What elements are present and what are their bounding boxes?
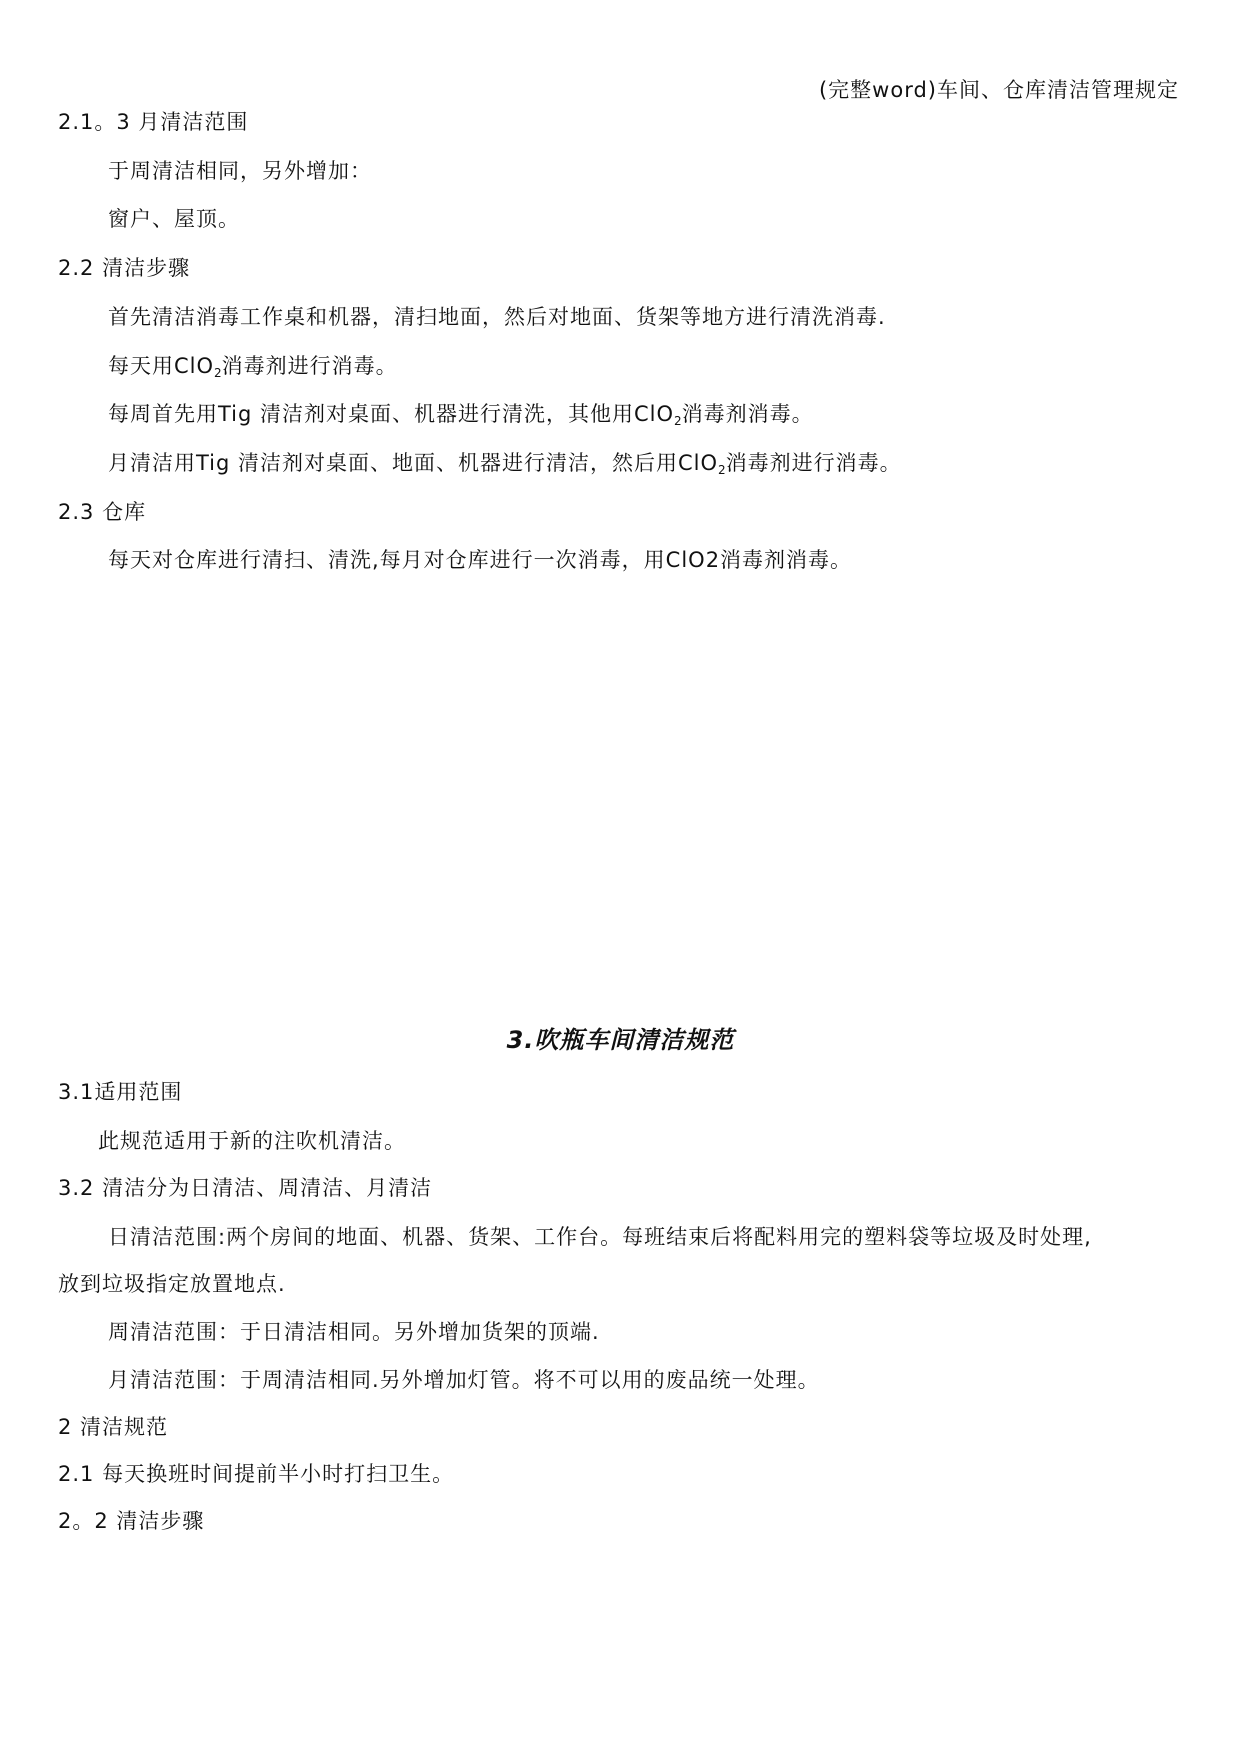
paragraph-3-2-monthly: 月清洁范围：于周清洁相同.另外增加灯管。将不可以用的废品统一处理。 bbox=[108, 1368, 820, 1392]
subscript: 2 bbox=[214, 366, 222, 380]
heading-2-2: 2.2 清洁步骤 bbox=[58, 256, 191, 280]
paragraph-3-2-daily-line1: 日清洁范围:两个房间的地面、机器、货架、工作台。每班结束后将配料用完的塑料袋等垃圾及时处理, bbox=[108, 1225, 1092, 1249]
subscript: 2 bbox=[674, 414, 682, 428]
section-3-title: 3.吹瓶车间清洁规范 bbox=[506, 1026, 735, 1054]
paragraph-2-3-line1: 每天对仓库进行清扫、清洗,每月对仓库进行一次消毒，用ClO2消毒剂消毒。 bbox=[108, 548, 853, 572]
paragraph-2-2-line1: 首先清洁消毒工作桌和机器，清扫地面，然后对地面、货架等地方进行清洗消毒. bbox=[108, 305, 886, 329]
heading-3-2: 3.2 清洁分为日清洁、周清洁、月清洁 bbox=[58, 1176, 433, 1200]
paragraph-3-2-weekly: 周清洁范围：于日清洁相同。另外增加货架的顶端. bbox=[108, 1320, 600, 1344]
document-header-title: (完整word)车间、仓库清洁管理规定 bbox=[818, 78, 1179, 102]
text-segment: 消毒剂消毒。 bbox=[681, 402, 814, 426]
subscript: 2 bbox=[718, 463, 726, 477]
paragraph-2-1-3-line2: 窗户、屋顶。 bbox=[108, 207, 240, 231]
heading-2-1-3: 2.1。3 月清洁范围 bbox=[58, 110, 249, 134]
text-segment: 每天用ClO bbox=[108, 354, 215, 378]
paragraph-3-2-daily-line2: 放到垃圾指定放置地点. bbox=[58, 1272, 286, 1296]
heading-rules-2-2: 2。2 清洁步骤 bbox=[58, 1509, 205, 1533]
heading-cleaning-rules: 2 清洁规范 bbox=[58, 1415, 169, 1439]
heading-3-1: 3.1适用范围 bbox=[58, 1080, 183, 1104]
heading-2-3: 2.3 仓库 bbox=[58, 500, 147, 524]
text-segment: 消毒剂进行消毒。 bbox=[725, 451, 902, 475]
text-segment: 每周首先用Tig 清洁剂对桌面、机器进行清洗，其他用ClO bbox=[108, 402, 675, 426]
text-segment: 月清洁用Tig 清洁剂对桌面、地面、机器进行清洁，然后用ClO bbox=[108, 451, 719, 475]
paragraph-2-2-line2 bbox=[108, 352, 398, 387]
paragraph-2-2-line3 bbox=[108, 400, 814, 435]
paragraph-rules-2-1: 2.1 每天换班时间提前半小时打扫卫生。 bbox=[58, 1462, 455, 1486]
paragraph-2-1-3-line1: 于周清洁相同，另外增加： bbox=[108, 159, 372, 183]
text-segment: 消毒剂进行消毒。 bbox=[221, 354, 398, 378]
paragraph-2-2-line4 bbox=[108, 449, 902, 484]
paragraph-3-1-line1: 此规范适用于新的注吹机清洁。 bbox=[98, 1129, 406, 1153]
